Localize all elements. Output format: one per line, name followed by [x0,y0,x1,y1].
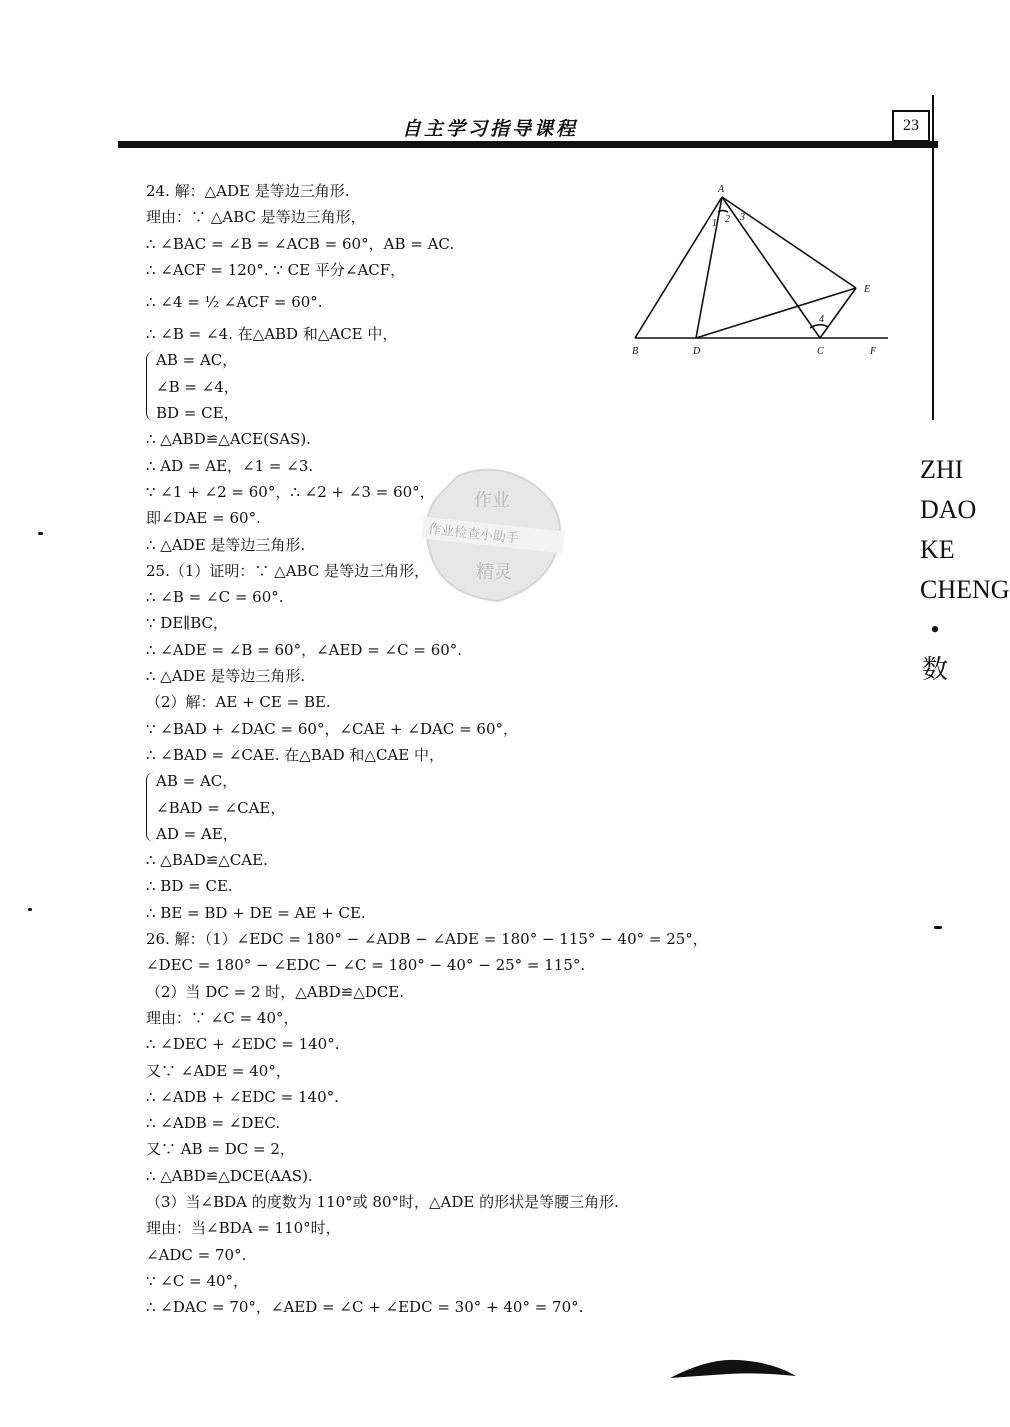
text-line: ∵ ∠1 + ∠2 = 60°，∴ ∠2 + ∠3 = 60°， [146,482,435,501]
label-angle-2: 2 [725,214,730,225]
text-line: （2）当 DC = 2 时，△ABD≌△DCE. [146,982,404,1001]
congruence-conditions-2 [146,768,706,847]
text-line: ∴ BD = CE. [146,877,233,896]
text-line: ∠ADC = 70°. [146,1245,247,1264]
text-line: ∴ ∠BAC = ∠B = ∠ACB = 60°，AB = AC. [146,234,455,253]
label-b: B [632,346,639,357]
text-line: ∴ AD = AE，∠1 = ∠3. [146,456,314,475]
side-text-cheng: CHENG [920,575,1010,604]
text-line: ∠B = ∠4， [156,377,239,396]
side-vertical-text [920,450,1010,690]
label-angle-1: 1 [712,218,717,229]
text-line: 理由：∵ ∠C = 40°， [146,1008,299,1027]
text-line: ∵ DE∥BC， [146,614,228,633]
side-text-subject: 数 [921,655,948,684]
text-line: ∵ ∠C = 40°， [146,1271,249,1290]
header-rule [118,141,938,148]
text-line: （2）解：AE + CE = BE. [146,693,331,712]
stamp-bottom-text: 精灵 [476,562,512,583]
label-angle-3: 3 [740,212,745,223]
text-line: ∵ ∠BAD + ∠DAC = 60°，∠CAE + ∠DAC = 60°， [146,719,518,738]
text-line: ∴ △BAD≌△CAE. [146,851,268,870]
side-text-ke: KE [920,535,955,564]
text-line: AB = AC， [156,351,238,370]
text-line: ∴ ∠4 = ½ ∠ACF = 60°. [146,293,323,312]
text-line: ∴ ∠DEC + ∠EDC = 140°. [146,1035,340,1054]
scan-speck [38,532,43,535]
side-text-dot: • [930,615,940,644]
text-line: ∴ BE = BD + DE = AE + CE. [146,903,366,922]
text-line: ∠BAD = ∠CAE， [156,798,286,817]
text-line: ∴ △ABD≌△ACE(SAS). [146,430,311,449]
segment-de [696,288,856,338]
text-line: 即∠DAE = 60°. [146,509,261,528]
segment-ae [722,197,856,288]
text-line: 理由：∵ △ABC 是等边三角形， [146,208,366,227]
text-line: ∴ △ADE 是等边三角形. [146,667,306,686]
text-line: 理由：当∠BDA = 110°时， [146,1219,341,1238]
segment-ce [820,288,856,338]
text-line: 25.（1）证明：∵ △ABC 是等边三角形， [146,561,430,580]
text-line: 又∵ AB = DC = 2， [146,1140,295,1159]
text-line: 26. 解：（1）∠EDC = 180° − ∠ADB − ∠ADE = 180° − 115° − 40° = 25°， [146,930,708,949]
scan-speck [28,908,32,911]
text-line: AD = AE， [156,824,238,843]
text-line: ∴ ∠B = ∠4. 在△ABD 和△ACE 中， [146,325,398,344]
text-line: 又∵ ∠ADE = 40°， [146,1061,291,1080]
solution-text [146,178,706,1320]
scan-speck [934,926,942,929]
side-text-zhi: ZHI [920,455,964,484]
right-margin-rule [932,95,934,420]
text-line: ∴ ∠ACF = 120°. ∵ CE 平分∠ACF， [146,260,406,279]
text-line: ∴ ∠ADB + ∠EDC = 140°. [146,1087,339,1106]
label-a: A [718,184,725,195]
text-line: ∴ ∠B = ∠C = 60°. [146,588,284,607]
page-number: 23 [892,110,930,142]
label-f: F [870,346,877,357]
angle-arc-a [718,211,728,213]
text-line: ∴ ∠ADB = ∠DEC. [146,1114,281,1133]
stamp-middle-text: 作业检查小助手 [427,522,520,547]
label-angle-4: 4 [819,314,824,325]
label-e: E [864,284,871,295]
text-line: AB = AC， [156,772,238,791]
scan-smudge [668,1350,798,1390]
label-d: D [693,346,701,357]
text-line: BD = CE， [156,404,239,423]
text-line: ∴ ∠BAD = ∠CAE. 在△BAD 和△CAE 中， [146,745,444,764]
text-line: ∴ ∠DAC = 70°，∠AED = ∠C + ∠EDC = 30° + 40° = 70°. [146,1298,584,1317]
header-title: 自主学习指导课程 [402,118,579,140]
side-text-dao: DAO [920,495,977,524]
text-line: ∴ ∠ADE = ∠B = 60°，∠AED = ∠C = 60°. [146,640,463,659]
congruence-conditions-1 [146,347,706,426]
text-line: （3）当∠BDA 的度数为 110°或 80°时，△ADE 的形状是等腰三角形. [146,1192,619,1211]
segment-ac [722,197,820,338]
text-line: ∴ △ADE 是等边三角形. [146,535,306,554]
text-line: ∠DEC = 180° − ∠EDC − ∠C = 180° − 40° − 25° = 115°. [146,956,586,975]
text-line: 24. 解：△ADE 是等边三角形. [146,182,350,200]
text-line: ∴ △ABD≌△DCE(AAS). [146,1166,313,1185]
stamp-top-text: 作业 [474,490,510,511]
label-c: C [817,346,824,357]
